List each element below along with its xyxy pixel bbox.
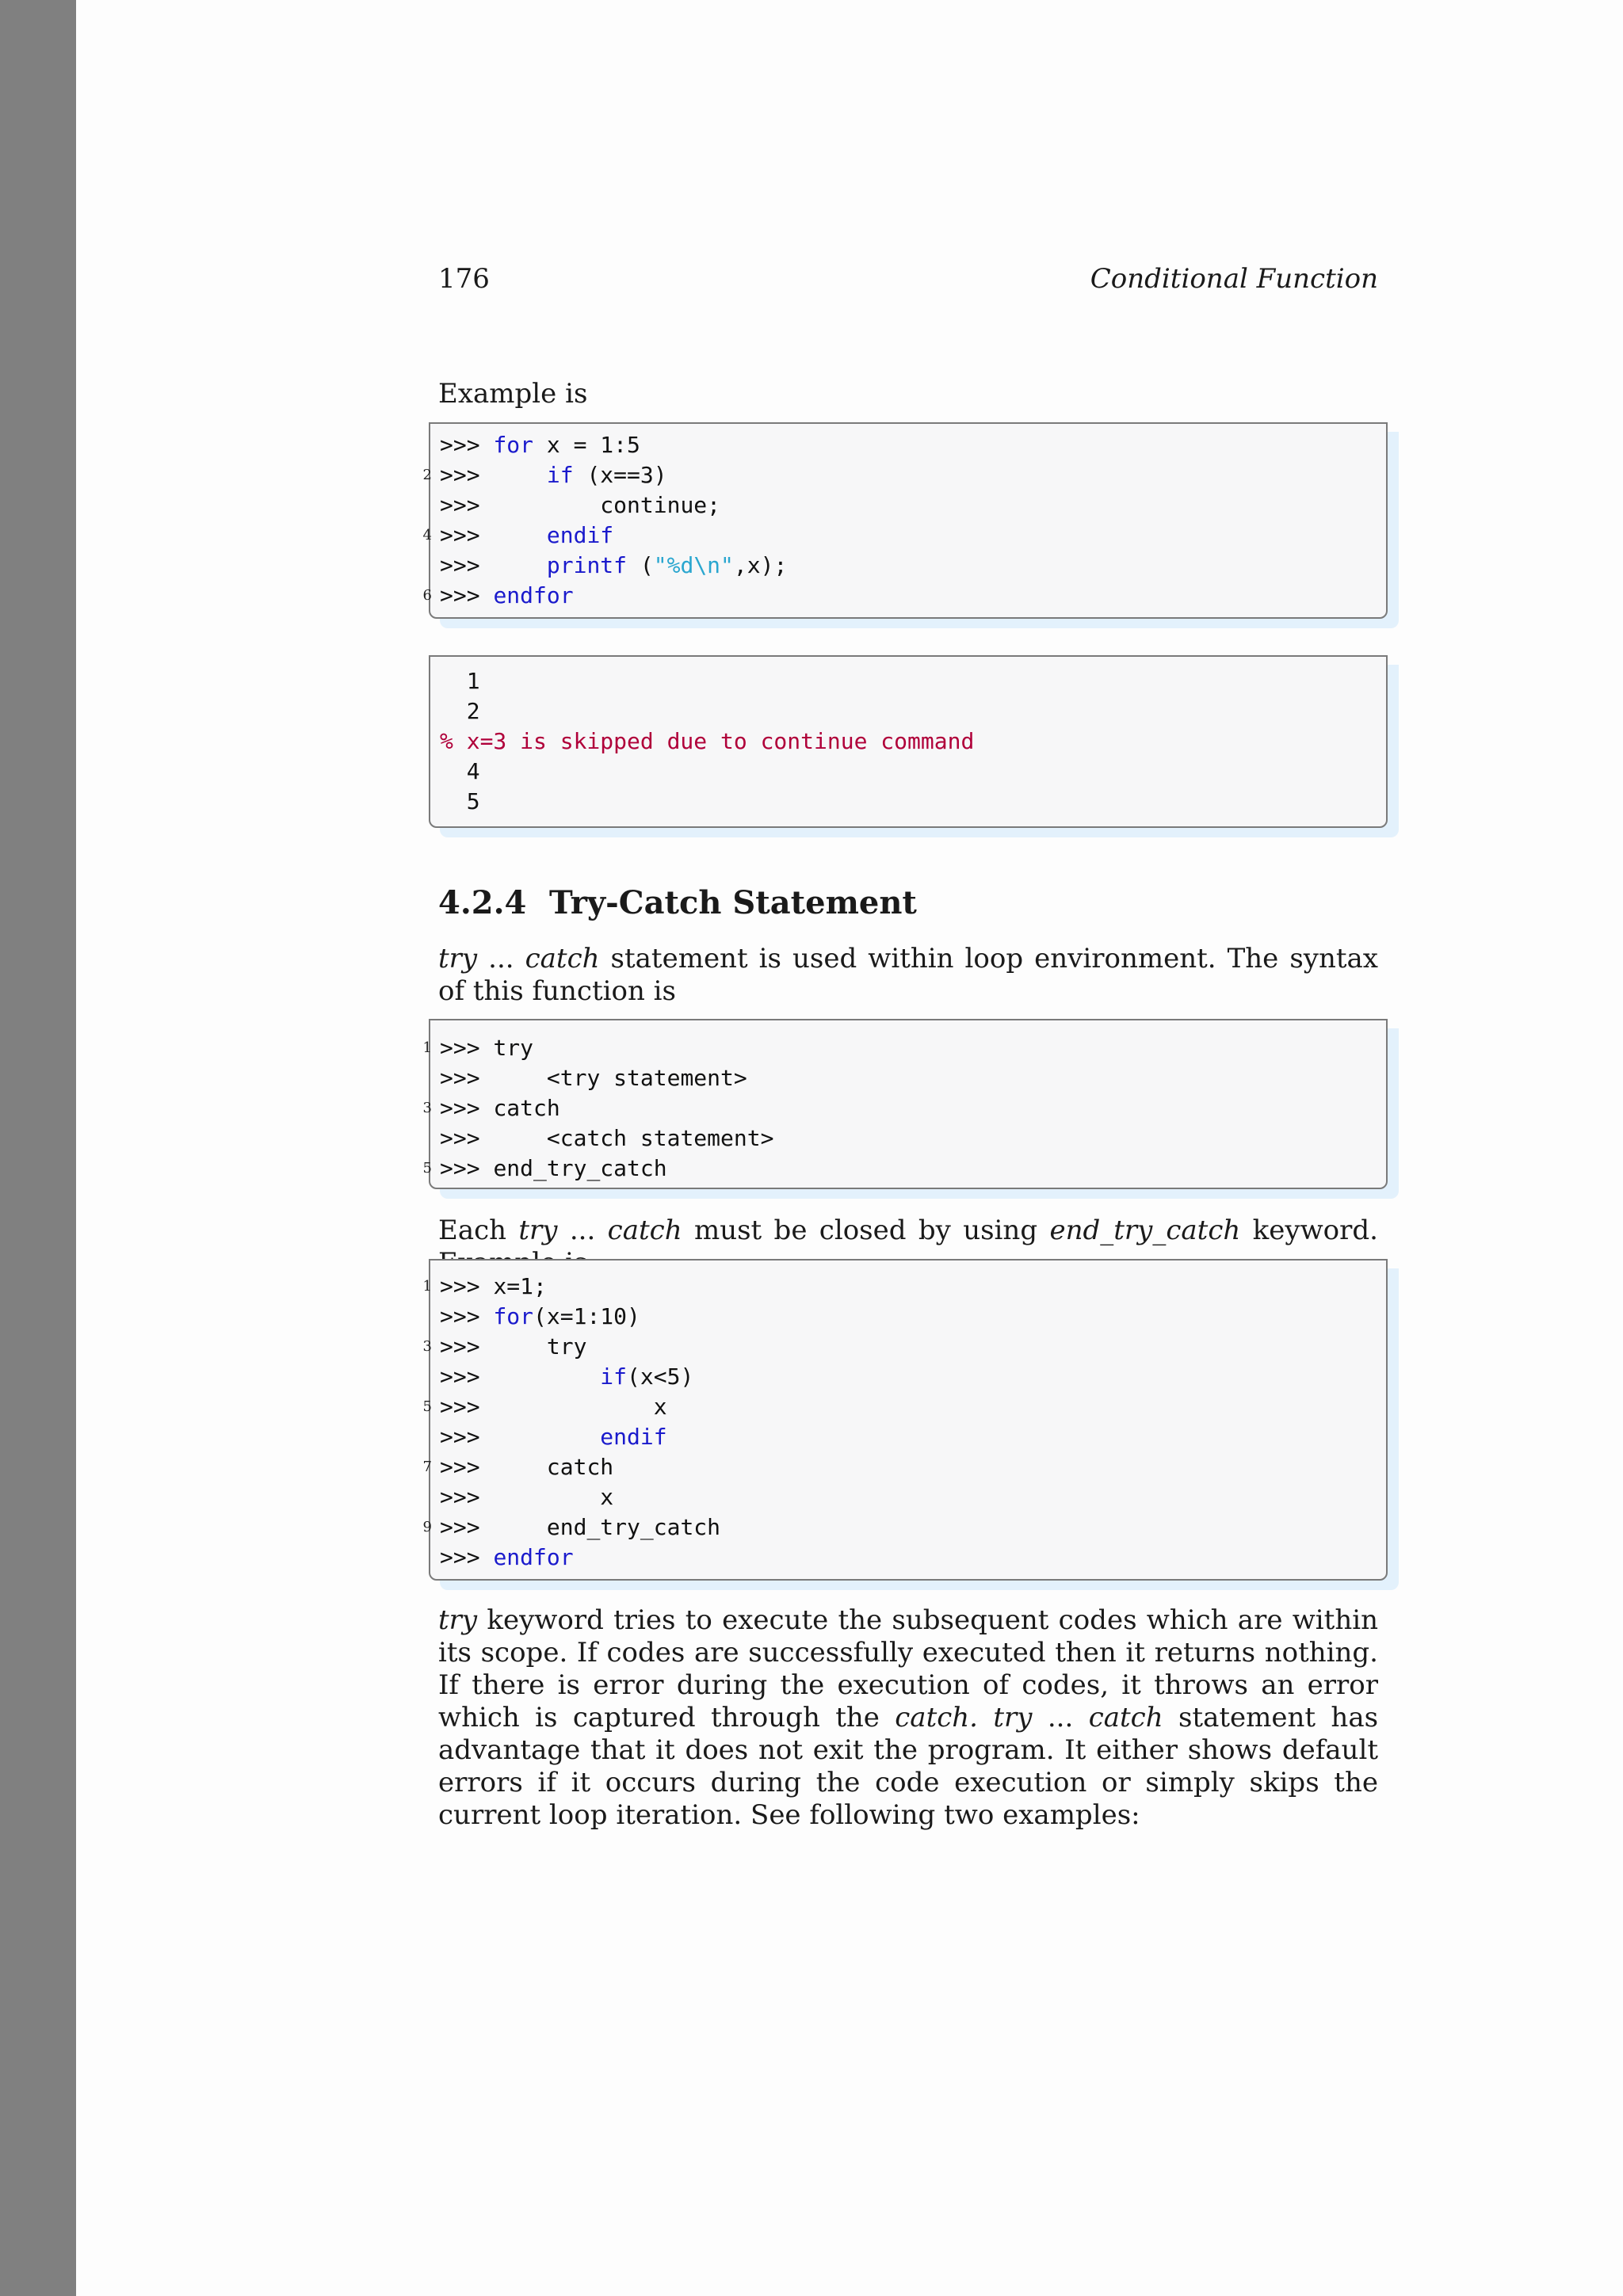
code-line: 6 >>> endfor (440, 581, 574, 611)
code-output-block (429, 655, 1388, 828)
output-line: 4 (466, 758, 480, 784)
running-title: Conditional Function (1090, 263, 1378, 295)
explanation-paragraph: try keyword tries to execute the subsequent codes which are within its scope. If codes are successfully executed then it returns nothing. If there is error during the execution of codes, it throws an error which is captured through the catch. try ... catch statement has advantage that it does not exit the program. It either shows default errors if it occurs during the code execution or simply skips the current loop iteration. See following two examples: (438, 1604, 1379, 1831)
code-line: 1 >>> try (440, 1033, 533, 1063)
code-line: 5 >>> x (440, 1392, 667, 1422)
code-line: 2 >>> if (x==3) (440, 460, 667, 490)
section-heading (438, 883, 917, 923)
code-line: 3 >>> try (440, 1332, 586, 1362)
code-line: >>> if(x<5) (440, 1363, 694, 1390)
code-line: 5 >>> end_try_catch (440, 1154, 667, 1184)
code-line: 7 >>> catch (440, 1452, 613, 1482)
line-number: 2 (422, 467, 432, 483)
code-line: >>> printf ("%d\n",x); (440, 552, 788, 578)
code-block-for-continue (422, 422, 1388, 619)
line-number: 5 (422, 1160, 432, 1177)
line-number: 7 (422, 1459, 432, 1475)
code-line: >>> for x = 1:5 (440, 432, 640, 458)
code-line: >>> endif (440, 1424, 667, 1450)
section-number: 4.2.4 (438, 884, 527, 921)
example-intro: Example is (438, 378, 588, 410)
page-gutter (0, 0, 76, 2296)
line-number: 3 (422, 1338, 432, 1355)
output-comment: % x=3 is skipped due to continue command (440, 728, 975, 754)
line-number: 4 (422, 527, 432, 543)
syntax-paragraph: try ... catch statement is used within loop environment. The syntax of this function is (438, 943, 1378, 1007)
code-line: >>> <try statement> (440, 1065, 747, 1091)
code-line: >>> for(x=1:10) (440, 1303, 640, 1329)
code-block-try-catch-example (422, 1259, 1388, 1581)
line-number: 6 (422, 587, 432, 604)
line-number: 9 (422, 1519, 432, 1535)
code-line: >>> endfor (440, 1544, 574, 1570)
line-number: 1 (422, 1039, 432, 1056)
code-line: >>> continue; (440, 492, 721, 518)
page-number: 176 (438, 263, 490, 295)
code-line: 9 >>> end_try_catch (440, 1512, 720, 1543)
code-line: 4 >>> endif (440, 521, 613, 551)
code-line: >>> x (440, 1484, 614, 1510)
line-number: 5 (422, 1398, 432, 1415)
code-line: 1 >>> x=1; (440, 1272, 547, 1302)
code-line: 3 >>> catch (440, 1093, 560, 1123)
output-line: 2 (466, 698, 480, 724)
code-line: >>> <catch statement> (440, 1125, 774, 1151)
output-line: 5 (466, 788, 480, 814)
line-number: 1 (422, 1278, 432, 1295)
each-paragraph: Each try ... catch must be closed by using end_try_catch keyword. (438, 1215, 1378, 1246)
code-block-try-catch-syntax (422, 1019, 1388, 1189)
output-line: 1 (466, 668, 480, 694)
line-number: 3 (422, 1100, 432, 1116)
section-title: Try-Catch Statement (549, 884, 917, 921)
